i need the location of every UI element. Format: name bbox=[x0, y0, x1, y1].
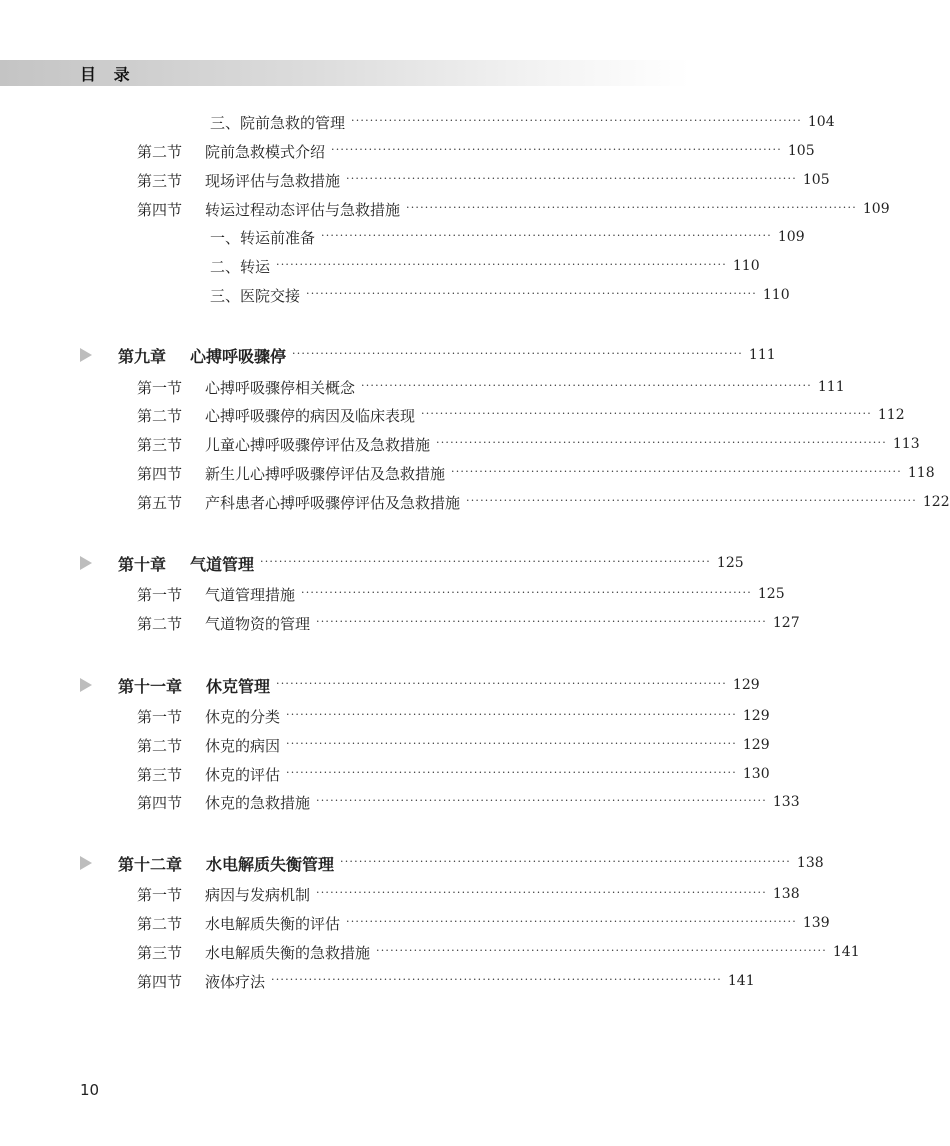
toc-entry-title: 水电解质失衡的急救措施 bbox=[205, 943, 371, 962]
dot-leader: ································································································ bbox=[316, 794, 767, 807]
section-number: 第二节 bbox=[137, 914, 183, 933]
toc-entry-title: 转运过程动态评估与急救措施 bbox=[205, 200, 401, 219]
toc-page-number: 130 bbox=[742, 766, 770, 782]
chapter-number: 第九章 bbox=[118, 346, 167, 366]
toc-page-number: 138 bbox=[796, 855, 824, 871]
toc-page-number: 118 bbox=[907, 465, 935, 481]
toc-entry-title: 气道物资的管理 bbox=[205, 614, 311, 633]
chapter-number: 第十章 bbox=[118, 554, 167, 574]
section-number: 第一节 bbox=[137, 707, 183, 726]
toc-entry-title: 气道管理 bbox=[190, 554, 255, 574]
toc-entry-title: 儿童心搏呼吸骤停评估及急救措施 bbox=[205, 435, 431, 454]
toc-entry-title: 三、医院交接 bbox=[210, 286, 301, 305]
dot-leader: ································································································ bbox=[361, 379, 812, 392]
toc-section-entry[interactable] bbox=[0, 376, 845, 398]
toc-page-number: 105 bbox=[787, 143, 815, 159]
dot-leader: ································································································ bbox=[306, 287, 757, 300]
toc-chapter-entry[interactable] bbox=[0, 552, 800, 574]
section-number: 第二节 bbox=[137, 736, 183, 755]
section-number: 第二节 bbox=[137, 142, 183, 161]
toc-section-entry[interactable] bbox=[0, 462, 935, 484]
toc-section-entry[interactable] bbox=[0, 404, 905, 426]
toc-section-entry[interactable] bbox=[0, 941, 860, 963]
toc-section-entry[interactable] bbox=[0, 883, 800, 905]
toc-entry-title: 休克的急救措施 bbox=[205, 793, 311, 812]
section-number: 第三节 bbox=[137, 171, 183, 190]
toc-entry-title: 水电解质失衡管理 bbox=[206, 854, 335, 874]
toc-page-number: 139 bbox=[802, 915, 830, 931]
toc-section-entry[interactable] bbox=[0, 734, 800, 756]
toc-page-number: 104 bbox=[807, 114, 835, 130]
toc-page-number: 141 bbox=[727, 973, 755, 989]
dot-leader: ································································································ bbox=[331, 143, 782, 156]
toc-section-entry[interactable] bbox=[0, 140, 815, 162]
toc-page-number: 110 bbox=[732, 258, 760, 274]
dot-leader: ································································································ bbox=[321, 229, 772, 242]
toc-page-number: 125 bbox=[716, 555, 744, 571]
toc-section-entry[interactable] bbox=[0, 763, 800, 785]
toc-subentry[interactable] bbox=[0, 111, 835, 133]
section-number: 第五节 bbox=[137, 493, 183, 512]
section-number: 第二节 bbox=[137, 406, 183, 425]
toc-entry-title: 气道管理措施 bbox=[205, 585, 296, 604]
toc-page-number: 112 bbox=[877, 407, 905, 423]
dot-leader: ································································································ bbox=[286, 708, 737, 721]
section-number: 第一节 bbox=[137, 378, 183, 397]
dot-leader: ································································································ bbox=[316, 615, 767, 628]
toc-entry-title: 休克的病因 bbox=[205, 736, 281, 755]
toc-page-number: 109 bbox=[777, 229, 805, 245]
toc-section-entry[interactable] bbox=[0, 433, 920, 455]
chapter-number: 第十二章 bbox=[118, 854, 183, 874]
toc-section-entry[interactable] bbox=[0, 612, 800, 634]
toc-page-number: 122 bbox=[922, 494, 950, 510]
section-number: 第一节 bbox=[137, 585, 183, 604]
dot-leader: ································································································ bbox=[340, 855, 791, 868]
toc-page-number: 113 bbox=[892, 436, 920, 452]
toc-page-number: 133 bbox=[772, 794, 800, 810]
dot-leader: ································································································ bbox=[351, 114, 802, 127]
toc-entry-title: 产科患者心搏呼吸骤停评估及急救措施 bbox=[205, 493, 461, 512]
section-number: 第二节 bbox=[137, 614, 183, 633]
toc-page-number: 129 bbox=[742, 708, 770, 724]
section-number: 第四节 bbox=[137, 464, 183, 483]
toc-page-number: 129 bbox=[742, 737, 770, 753]
dot-leader: ································································································ bbox=[292, 347, 743, 360]
section-number: 第一节 bbox=[137, 885, 183, 904]
toc-subentry[interactable] bbox=[0, 226, 805, 248]
toc-chapter-entry[interactable] bbox=[0, 852, 824, 874]
toc-entry-title: 新生儿心搏呼吸骤停评估及急救措施 bbox=[205, 464, 446, 483]
toc-page-number: 111 bbox=[748, 347, 776, 363]
dot-leader: ································································································ bbox=[436, 436, 887, 449]
page-header-title: 目 录 bbox=[80, 65, 136, 84]
toc-page-number: 110 bbox=[762, 287, 790, 303]
chapter-number: 第十一章 bbox=[118, 676, 183, 696]
dot-leader: ································································································ bbox=[451, 465, 902, 478]
dot-leader: ································································································ bbox=[466, 494, 917, 507]
toc-page-number: 111 bbox=[817, 379, 845, 395]
toc-section-entry[interactable] bbox=[0, 583, 800, 605]
toc-section-entry[interactable] bbox=[0, 970, 800, 992]
toc-section-entry[interactable] bbox=[0, 912, 830, 934]
toc-entry-title: 液体疗法 bbox=[205, 972, 266, 991]
triangle-bullet-icon bbox=[80, 556, 92, 570]
toc-chapter-entry[interactable] bbox=[0, 344, 800, 366]
toc-chapter-entry[interactable] bbox=[0, 674, 800, 696]
toc-entry-title: 现场评估与急救措施 bbox=[205, 171, 341, 190]
toc-entry-title: 休克管理 bbox=[206, 676, 271, 696]
dot-leader: ································································································ bbox=[316, 886, 767, 899]
section-number: 第三节 bbox=[137, 943, 183, 962]
toc-entry-title: 二、转运 bbox=[210, 257, 271, 276]
dot-leader: ································································································ bbox=[276, 677, 727, 690]
toc-section-entry[interactable] bbox=[0, 705, 800, 727]
toc-section-entry[interactable] bbox=[0, 198, 890, 220]
toc-page-number: 105 bbox=[802, 172, 830, 188]
toc-entry-title: 三、院前急救的管理 bbox=[210, 113, 346, 132]
toc-entry-title: 一、转运前准备 bbox=[210, 228, 316, 247]
toc-entry-title: 心搏呼吸骤停的病因及临床表现 bbox=[205, 406, 416, 425]
triangle-bullet-icon bbox=[80, 348, 92, 362]
toc-section-entry[interactable] bbox=[0, 169, 830, 191]
dot-leader: ································································································ bbox=[421, 407, 872, 420]
toc-subentry[interactable] bbox=[0, 255, 800, 277]
toc-page-number: 129 bbox=[732, 677, 760, 693]
toc-page-number: 141 bbox=[832, 944, 860, 960]
toc-page-number: 127 bbox=[772, 615, 800, 631]
toc-section-entry[interactable] bbox=[0, 791, 800, 813]
toc-entry-title: 心搏呼吸骤停相关概念 bbox=[205, 378, 356, 397]
section-number: 第四节 bbox=[137, 972, 183, 991]
toc-entry-title: 休克的分类 bbox=[205, 707, 281, 726]
toc-subentry[interactable] bbox=[0, 284, 800, 306]
dot-leader: ································································································ bbox=[301, 586, 752, 599]
toc-entry-title: 心搏呼吸骤停 bbox=[190, 346, 287, 366]
triangle-bullet-icon bbox=[80, 856, 92, 870]
page-number: 10 bbox=[80, 1081, 100, 1099]
dot-leader: ································································································ bbox=[286, 737, 737, 750]
triangle-bullet-icon bbox=[80, 678, 92, 692]
dot-leader: ································································································ bbox=[346, 915, 797, 928]
dot-leader: ································································································ bbox=[406, 201, 857, 214]
dot-leader: ································································································ bbox=[376, 944, 827, 957]
toc-page-number: 138 bbox=[772, 886, 800, 902]
section-number: 第三节 bbox=[137, 435, 183, 454]
toc-entry-title: 病因与发病机制 bbox=[205, 885, 311, 904]
toc-page-number: 125 bbox=[757, 586, 785, 602]
section-number: 第三节 bbox=[137, 765, 183, 784]
dot-leader: ································································································ bbox=[260, 555, 711, 568]
toc-entry-title: 水电解质失衡的评估 bbox=[205, 914, 341, 933]
toc-entry-title: 休克的评估 bbox=[205, 765, 281, 784]
dot-leader: ································································································ bbox=[271, 973, 722, 986]
dot-leader: ································································································ bbox=[286, 766, 737, 779]
toc-page-number: 109 bbox=[862, 201, 890, 217]
dot-leader: ································································································ bbox=[276, 258, 727, 271]
toc-section-entry[interactable] bbox=[0, 491, 950, 513]
section-number: 第四节 bbox=[137, 200, 183, 219]
dot-leader: ································································································ bbox=[346, 172, 797, 185]
section-number: 第四节 bbox=[137, 793, 183, 812]
toc-entry-title: 院前急救模式介绍 bbox=[205, 142, 326, 161]
